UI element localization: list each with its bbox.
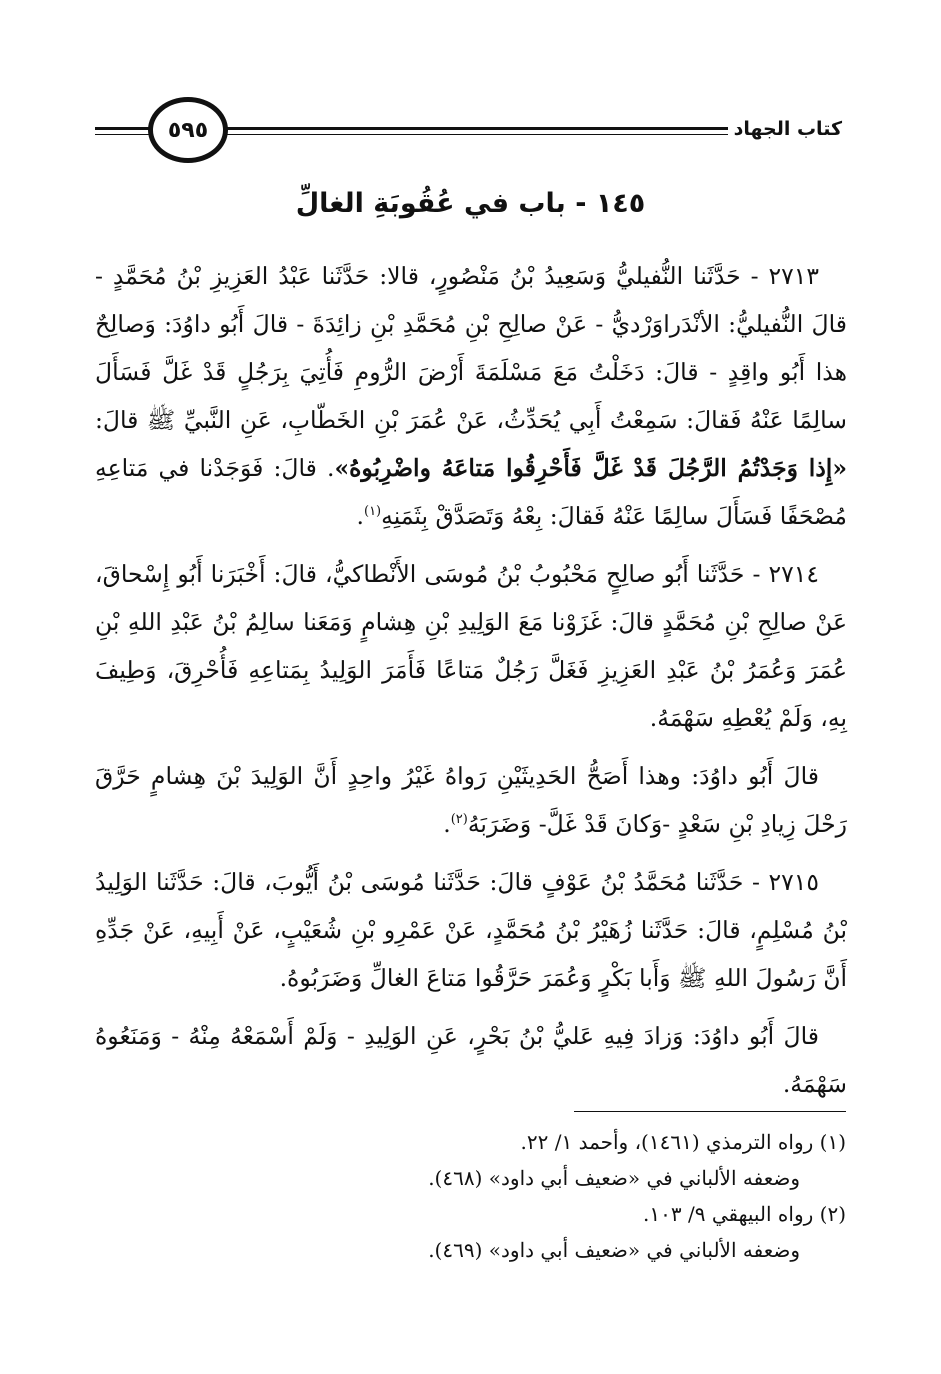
abu-dawud-comment-2 xyxy=(95,1012,847,1108)
hadith-text-continued: . قالَ: فَوَجَدْنا في مَتاعِهِ مُصْحَفًا فَسَأَلَ سالِمًا عَنْهُ فَقالَ: بِعْهُ وَتَصَدَّقْ بِثَمَنِهِ xyxy=(95,454,847,530)
comment-text: قالَ أَبُو داوُدَ: وهذا أَصَحُّ الحَدِيثَيْنِ رَواهُ غَيْرُ واحِدٍ أَنَّ الوَلِيدَ بْنَ هِشامٍ حَرَّقَ رَحْلَ زِيادِ بْنِ سَعْدٍ -وَكانَ قَدْ غَلَّ- وَضَرَبَهُ xyxy=(95,762,847,838)
footnote-2-note: وضعفه الألباني في «ضعيف أبي داود» (٤٦٩). xyxy=(428,1238,800,1262)
hadith-2713 xyxy=(95,252,847,540)
hadith-text: ٢٧١٣ - حَدَّثَنا النُّفيليُّ وَسَعِيدُ بْنُ مَنْصُورٍ، قالا: حَدَّثَنا عَبْدُ العَزِيزِ بْنُ مُحَمَّدٍ - قالَ النُّفيليُّ: الأنْدَراوَرْديُّ - عَنْ صالِحِ بْنِ مُحَمَّدِ بْنِ زائِدَةَ - قالَ أَبُو داوُدَ: وَصالِحٌ هذا أَبُو واقِدٍ - قالَ: دَخَلْتُ مَعَ مَسْلَمَةَ أَرْضَ الرُّومِ فَأُتِيَ بِرَجُلٍ قَدْ غَلَّ فَسَأَلَ سالِمًا عَنْهُ فَقالَ: سَمِعْتُ أَبِي يُحَدِّثُ، عَنْ عُمَرَ بْنِ الخَطّابِ، عَنِ النَّبيِّ ﷺ قالَ: xyxy=(95,262,847,434)
hadith-body xyxy=(95,252,847,1118)
running-header-title: كتاب الجهاد xyxy=(728,118,848,140)
footnote-ref[interactable]: (١) xyxy=(363,504,382,520)
page-number: ٥٩٥ xyxy=(167,117,209,143)
hadith-2714 xyxy=(95,550,847,742)
page-number-badge xyxy=(148,97,228,163)
footnote-ref[interactable]: (٢) xyxy=(450,812,468,828)
chapter-title: ١٤٥ - باب في عُقُوبَةِ الغالِّ xyxy=(295,188,646,219)
abu-dawud-comment-1 xyxy=(95,752,847,848)
footnote-1-note: وضعفه الألباني في «ضعيف أبي داود» (٤٦٨). xyxy=(428,1166,800,1190)
hadith-text: ٢٧١٤ - حَدَّثَنا أَبُو صالِحٍ مَحْبُوبُ بْنُ مُوسَى الأَنْطاكيُّ، قالَ: أَخْبَرَنا أَبُو إِسْحاقَ، عَنْ صالِحِ بْنِ مُحَمَّدٍ قالَ: غَزَوْنا مَعَ الوَلِيدِ بْنِ هِشامٍ وَمَعَنا سالِمُ بْنُ عَبْدِ اللهِ بْنِ عُمَرَ وَعُمَرُ بْنُ عَبْدِ العَزِيزِ فَغَلَّ رَجُلٌ مَتاعًا فَأَمَرَ الوَلِيدُ بِمَتاعِهِ فَأُحْرِقَ، وَطِيفَ بِهِ، وَلَمْ يُعْطِهِ سَهْمَهُ. xyxy=(95,560,847,732)
footnotes xyxy=(146,1124,846,1268)
footnote-separator xyxy=(574,1111,846,1112)
comment-end: . xyxy=(443,810,451,838)
footnote-1: (١) رواه الترمذي (١٤٦١)، وأحمد ١/ ٢٢. xyxy=(520,1130,846,1154)
hadith-text: ٢٧١٥ - حَدَّثَنا مُحَمَّدُ بْنُ عَوْفٍ قالَ: حَدَّثَنا مُوسَى بْنُ أَيُّوبَ، قالَ: حَدَّثَنا الوَلِيدُ بْنُ مُسْلِمٍ، قالَ: حَدَّثَنا زُهَيْرُ بْنُ مُحَمَّدٍ، عَنْ عَمْرِو بْنِ شُعَيْبٍ، عَنْ أَبِيهِ، عَنْ جَدِّهِ أَنَّ رَسُولَ اللهِ ﷺ وَأَبا بَكْرٍ وَعُمَرَ حَرَّقُوا مَتاعَ الغالِّ وَضَرَبُوهُ. xyxy=(95,868,847,992)
hadith-2715 xyxy=(95,858,847,1002)
hadith-end: . xyxy=(356,502,364,530)
footnote-2: (٢) رواه البيهقي ٩/ ١٠٣. xyxy=(643,1202,846,1226)
prophetic-quote: «إِذا وَجَدْتُمُ الرَّجُلَ قَدْ غَلَّ فَأَحْرِقُوا مَتاعَهُ واضْرِبُوهُ» xyxy=(334,454,848,482)
comment-text: قالَ أَبُو داوُدَ: وَزادَ فِيهِ عَليُّ بْنُ بَحْرٍ، عَنِ الوَلِيدِ - وَلَمْ أَسْمَعْهُ مِنْهُ - وَمَنَعُوهُ سَهْمَهُ. xyxy=(95,1022,847,1098)
